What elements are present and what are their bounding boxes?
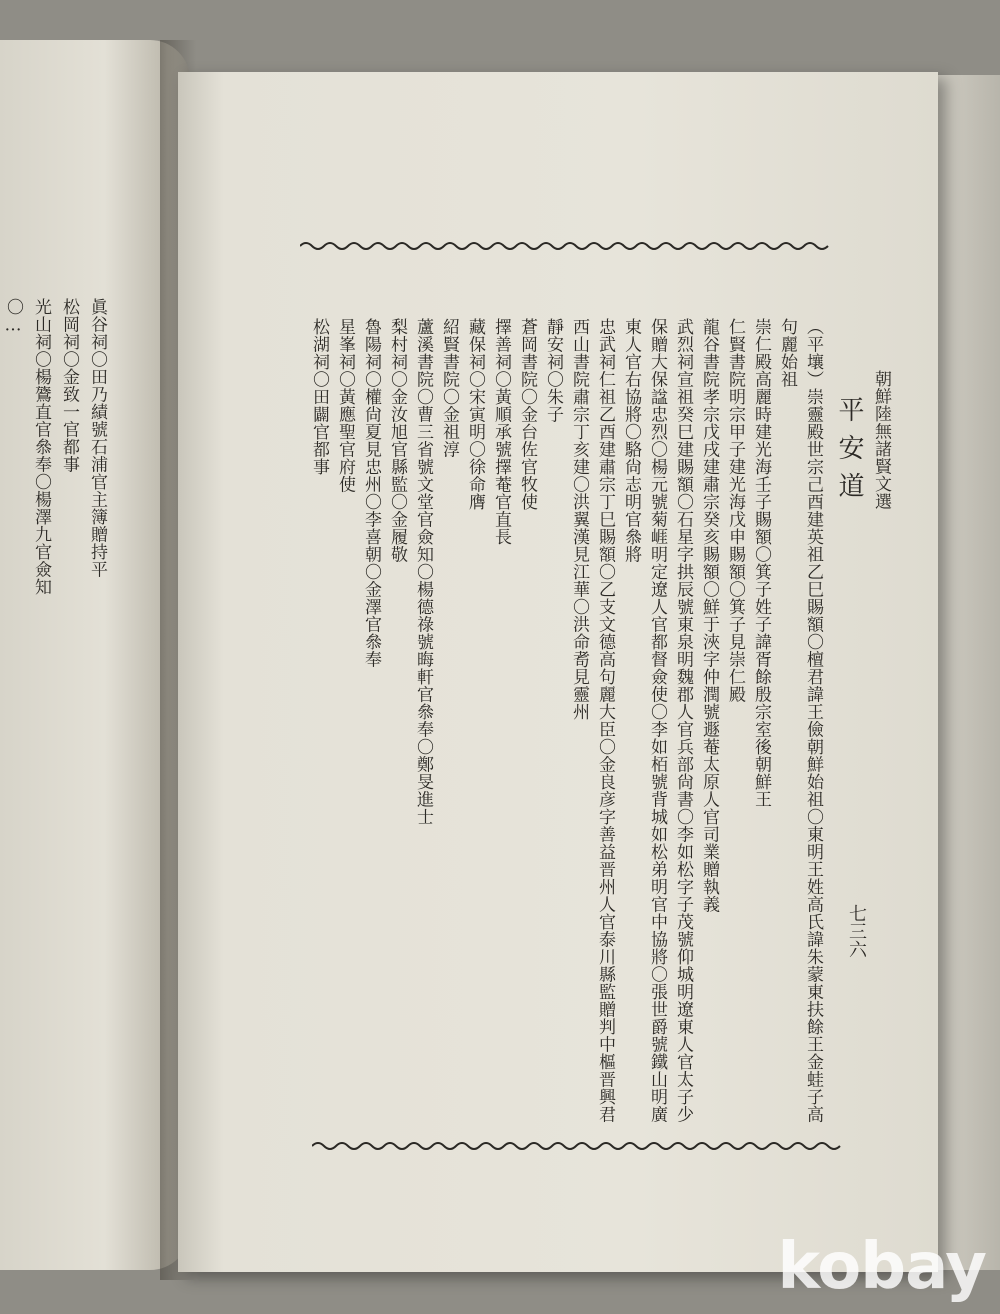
running-header-book-title: 朝鮮陸無諸賢文選 [871, 370, 891, 510]
main-text-block [308, 318, 892, 1123]
watermark-logo: kobay [777, 1230, 986, 1304]
text-column: 句麗始祖 [777, 318, 797, 388]
text-column: 西山書院肅宗丁亥建〇洪翼漢見江華〇洪命耉見靈州 [569, 318, 589, 721]
text-column: （平壤）崇靈殿世宗己酉建英祖乙巳賜額〇檀君諱王儉朝鮮始祖〇東明王姓高氏諱朱蒙東扶餘王金蛙子高 [803, 318, 823, 1123]
text-column: 武烈祠宣祖癸巳建賜額〇石星字拱辰號東泉明魏郡人官兵部尙書〇李如松字子茂號仰城明遼東人官太子少 [673, 318, 693, 1123]
text-column: 龍谷書院孝宗戊戌建肅宗癸亥賜額〇鮮于浹字仲潤號遯菴太原人官司業贈執義 [699, 318, 719, 913]
text-column: 梨村祠〇金汝旭官縣監〇金履敬 [387, 318, 407, 563]
text-column: 藏保祠〇宋寅明〇徐命膺 [465, 318, 485, 511]
page-stack-edge [938, 75, 1000, 1270]
text-column: 松湖祠〇田闢官都事 [309, 318, 329, 476]
text-column: 靜安祠〇朱子 [543, 318, 563, 423]
left-page-column: 松岡祠〇金致一官都事 [59, 298, 79, 473]
top-wavy-rule [300, 240, 830, 252]
text-column: 星峯祠〇黃應聖官府使 [335, 318, 355, 493]
left-page-column: 眞谷祠〇田乃績號石浦官主簿贈持平 [87, 298, 107, 578]
text-column: 東人官右協將〇駱尙志明官叅將 [621, 318, 641, 563]
chapter-title: 平安道 [834, 396, 864, 510]
left-page-text [0, 298, 108, 718]
text-column: 保贈大保諡忠烈〇楊元號菊崕明定遼人官都督僉使〇李如栢號背城如松弟明官中協將〇張世爵號鐵山明廣 [647, 318, 667, 1123]
text-column: 忠武祠仁祖乙酉建肅宗丁巳賜額〇乙支文德高句麗大臣〇金良彦字善益晋州人官泰川縣監贈判中樞晋興君 [595, 318, 615, 1123]
text-column: 蘆溪書院〇曹三省號文堂官僉知〇楊德祿號晦軒官叅奉〇鄭旻進士 [413, 318, 433, 826]
left-page-column: 〇… [3, 298, 23, 336]
text-column: 魯陽祠〇權尙夏見忠州〇李喜朝〇金澤官叅奉 [361, 318, 381, 668]
page-number: 七三六 [846, 904, 867, 958]
text-column: 蒼岡書院〇金台佐官牧使 [517, 318, 537, 511]
text-column: 紹賢書院〇金祖淳 [439, 318, 459, 458]
text-column: 擇善祠〇黃順承號擇菴官直長 [491, 318, 511, 546]
text-column: 崇仁殿高麗時建光海壬子賜額〇箕子姓子諱胥餘殷宗室後朝鮮王 [751, 318, 771, 808]
text-column: 仁賢書院明宗甲子建光海戊申賜額〇箕子見崇仁殿 [725, 318, 745, 703]
bottom-wavy-rule [312, 1140, 842, 1152]
left-page-column: 光山祠〇楊鷟直官叅奉〇楊澤九官僉知 [31, 298, 51, 596]
